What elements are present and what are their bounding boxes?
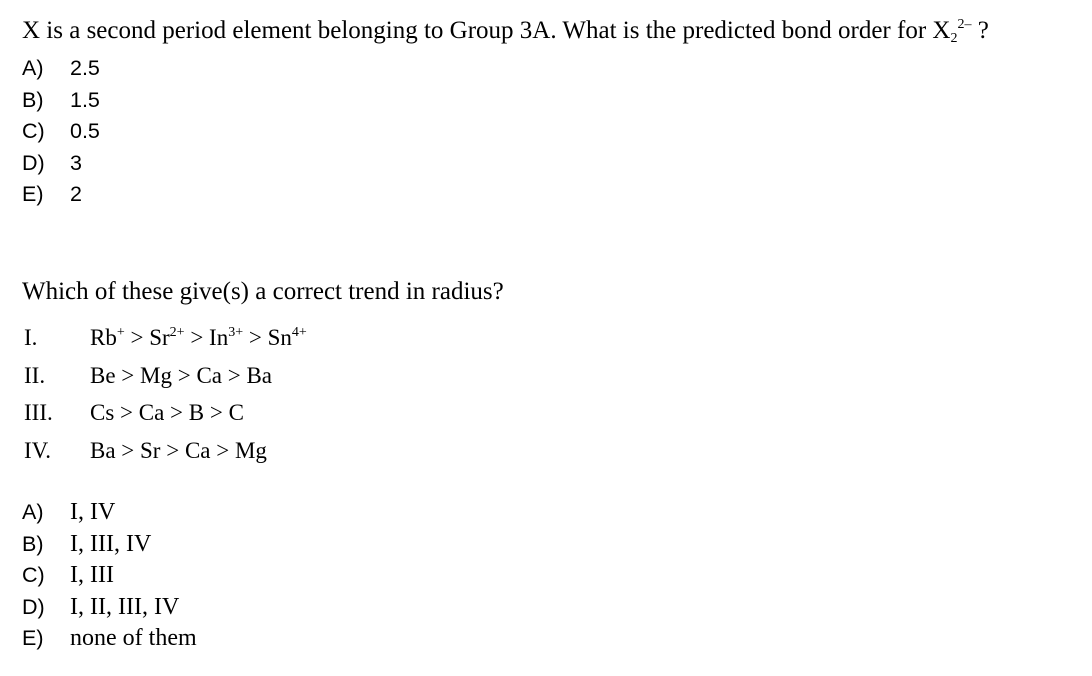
statement-text: $Rb^+ > Sr^{2+} > In^{3+} > Sn^{4+}$ [90,325,307,350]
answer-option[interactable] [22,148,100,180]
statement-text: Ba > Sr > Ca > Mg [90,437,267,463]
question-1-text: X is a second period element belonging to Group 3A. What is the predicted bond order for X [22,17,951,44]
option-letter: B) [22,531,44,556]
option-value: I, II, III, IV [70,593,180,620]
option-letter: D) [22,150,45,175]
option-value: 0.5 [70,119,100,143]
answer-option[interactable] [22,560,197,592]
option-value: 2 [70,182,82,206]
option-letter: A) [22,56,44,80]
option-value: 3 [70,150,82,175]
answer-option[interactable] [22,179,100,211]
answer-option[interactable] [22,529,197,561]
statement-text: Be > Mg > Ca > Ba [90,362,273,388]
answer-option[interactable] [22,592,197,624]
option-letter: A) [22,500,44,524]
statement-numeral: I. [24,325,38,350]
answer-option[interactable] [22,53,100,85]
formula-superscript: 2– [957,17,972,32]
option-value: I, IV [70,499,116,525]
option-letter: E) [22,626,44,650]
answer-option[interactable] [22,497,197,529]
question-1-end: ? [971,17,989,44]
statement-row [22,357,307,395]
question-1-options [22,53,100,211]
statement-row [22,432,307,470]
option-letter: C) [22,119,45,143]
question-1-stem [22,17,989,45]
statement-text: Cs > Ca > B > C [90,400,244,425]
statement-numeral: IV. [24,437,52,463]
question-2-options [22,497,197,655]
statement-row [22,394,307,432]
option-letter: D) [22,594,45,619]
option-value: I, III [70,562,114,588]
question-2-stem: Which of these give(s) a correct trend in radius? [22,278,504,305]
question-2-statements [22,319,307,469]
answer-option[interactable] [22,116,100,148]
statement-numeral: II. [24,362,46,388]
option-letter: E) [22,182,44,206]
option-value: 1.5 [70,87,100,112]
option-value: I, III, IV [70,530,152,557]
option-value: 2.5 [70,56,100,80]
statement-numeral: III. [24,400,53,425]
statement-row [22,319,307,357]
answer-option[interactable] [22,85,100,117]
option-letter: C) [22,563,45,587]
answer-option[interactable] [22,623,197,655]
formula-subscript: 2 [950,31,958,46]
option-letter: B) [22,87,44,112]
option-value: none of them [70,625,197,651]
